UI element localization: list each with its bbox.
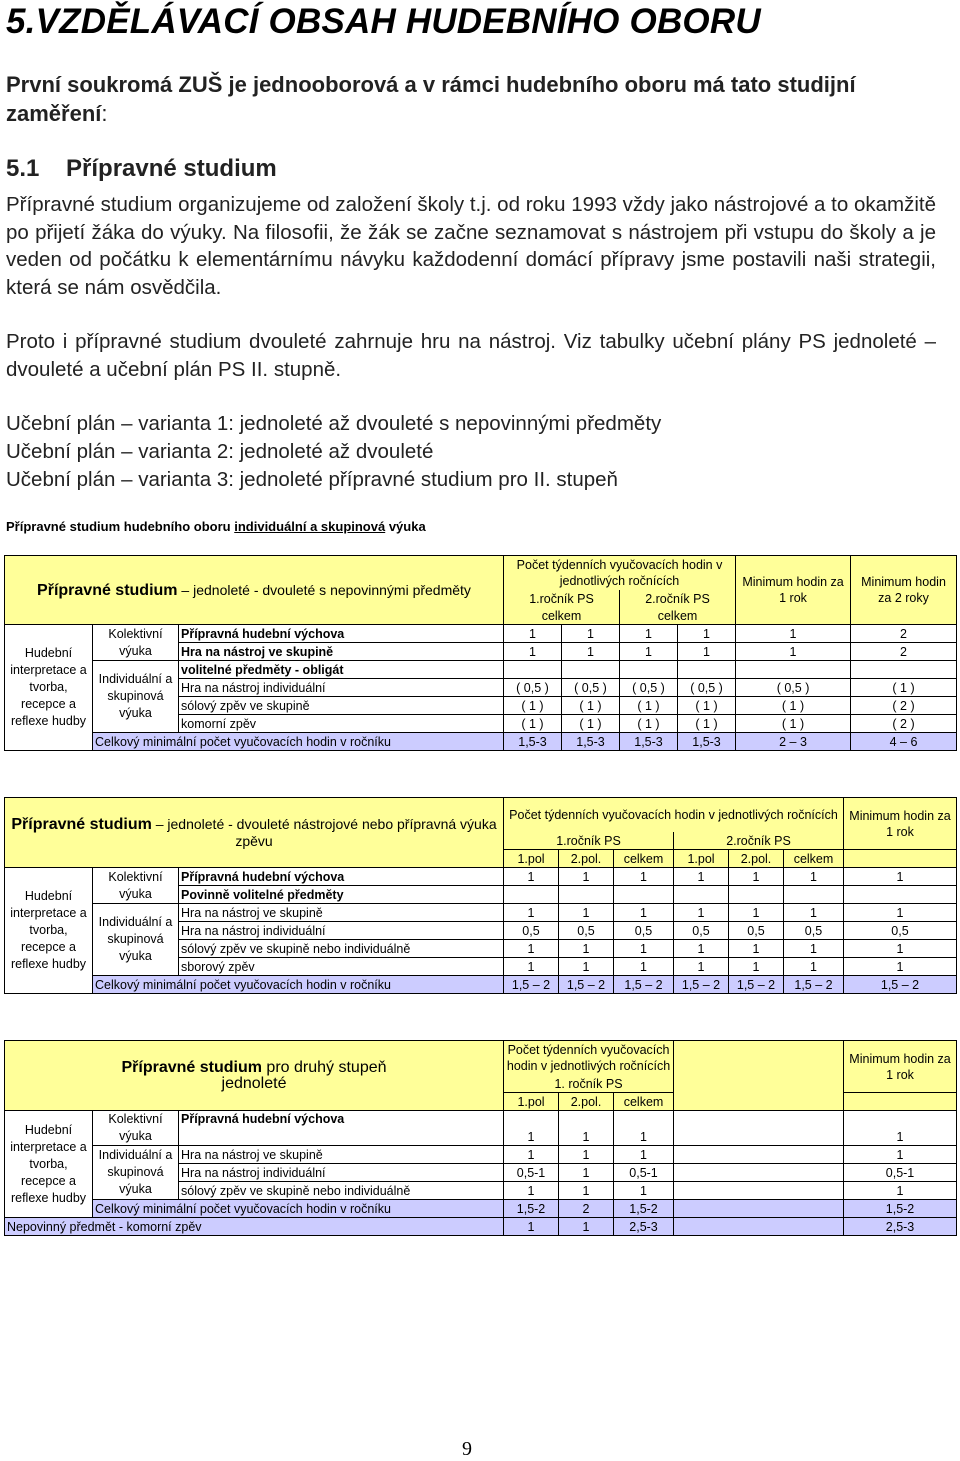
table-cell: 1 [504,1182,559,1200]
table-cell: ( 0,5 ) [562,679,620,697]
table-cell: 1 [559,1218,614,1236]
intro-colon: : [101,101,108,126]
table-cell: ( 2 ) [851,697,957,715]
table-3-sub-header: 1.pol [504,1093,559,1111]
table-cell: 2,5-3 [844,1218,957,1236]
table-cell: 0,5 [614,922,674,940]
page-heading: 5.VZDĚLÁVACÍ OBSAH HUDEBNÍHO OBORU [6,2,761,41]
table-3-min-header: Minimum hodin za 1 rok [844,1041,957,1093]
table-1-hours-header: Počet týdenních vyučovacích hodin v jednotlivých ročnících [504,556,736,591]
table-cell: 2 [851,643,957,661]
table-3-row-label: sólový zpěv ve skupině nebo individuálně [179,1182,504,1200]
table-3-group: Hudební interpretace a tvorba, recepce a reflexe hudby [5,1111,93,1218]
table-cell: 1 [562,625,620,643]
table-cell: ( 1 ) [851,679,957,697]
table-cell: 1 [504,625,562,643]
table-cell: 1 [504,1128,559,1146]
table-1-row-label: volitelné předměty - obligát [179,661,504,679]
table-cell: 2 [851,625,957,643]
study-plan-table-3 [4,1040,957,1236]
table-cell: 1 [674,940,729,958]
table-2-year2-header: 2.ročník PS [674,832,844,850]
table-cell: 1,5 – 2 [504,976,559,994]
table-cell: 1 [674,904,729,922]
table-cell: 1 [559,904,614,922]
table-cell: 1,5-2 [844,1200,957,1218]
table-cell: 1,5 – 2 [614,976,674,994]
table-cell: 0,5-1 [614,1164,674,1182]
table-2-individual: Individuální a skupinová výuka [93,904,179,976]
paragraph-2-text: Proto i přípravné studium dvouleté zahrnuje hru na nástroj. Viz tabulky učební plány PS jednoleté – dvouleté a učební plán PS II. stupně. [6,330,936,381]
table-cell: ( 0,5 ) [620,679,678,697]
table-1-group: Hudební interpretace a tvorba, recepce a reflexe hudby [5,625,93,751]
table-cell: 1,5-3 [678,733,736,751]
table-cell: ( 1 ) [736,697,851,715]
section-title: 5.1 Přípravné studium [6,155,277,182]
table-3-row-label: Hra na nástroj ve skupině [179,1146,504,1164]
table-1-year1-header: 1.ročník PS [504,590,620,607]
table-cell: ( 1 ) [620,697,678,715]
variant-2: Učební plán – varianta 2: jednoleté až dvouleté [6,440,434,463]
table-3-individual: Individuální a skupinová výuka [93,1146,179,1200]
table-2-row-label: Hra na nástroj ve skupině [179,904,504,922]
table-2-sub-header: 2.pol. [729,850,784,868]
table-cell: 1,5-3 [562,733,620,751]
table-cell: 1 [729,904,784,922]
table-cell: 1 [614,1128,674,1146]
table-cell: 1 [844,940,957,958]
table-cell: 1 [614,904,674,922]
table-cell: ( 1 ) [504,715,562,733]
table-cell: 1 [614,1182,674,1200]
table-cell: 1 [784,958,844,976]
table-2-sub-header: celkem [614,850,674,868]
table-cell: 1,5-2 [614,1200,674,1218]
table-1-total2-header: celkem [620,607,736,625]
caption-part-a: Přípravné studium hudebního oboru [6,519,235,534]
table-cell: 0,5 [784,922,844,940]
table-cell: ( 1 ) [620,715,678,733]
table-cell: 1 [614,958,674,976]
table-cell: ( 1 ) [678,697,736,715]
table-1-individual: Individuální a skupinová výuka [93,661,179,733]
table-cell: ( 1 ) [562,697,620,715]
table-cell: 1 [620,643,678,661]
table-cell: 1 [844,1182,957,1200]
table-cell: 1 [844,958,957,976]
table-cell: 1 [504,1146,559,1164]
table-1-min2-header: Minimum hodin za 2 roky [851,556,957,625]
table-cell: 0,5 [729,922,784,940]
table-2-collective: Kolektivní výuka [93,868,179,904]
table-cell: 1 [614,1146,674,1164]
table-2-row-label: Hra na nástroj individuální [179,922,504,940]
variant-1: Učební plán – varianta 1: jednoleté až dvouleté s nepovinnými předměty [6,412,662,435]
table-1-row-label: komorní zpěv [179,715,504,733]
table-1-total1-header: celkem [504,607,620,625]
table-2-row-label: Přípravná hudební výchova [179,868,504,886]
table-3-sub-header: celkem [614,1093,674,1111]
table-cell: 1 [559,1146,614,1164]
table-cell: ( 1 ) [504,697,562,715]
table-caption [6,519,426,534]
table-cell: ( 0,5 ) [736,679,851,697]
table-1-collective: Kolektivní výuka [93,625,179,661]
table-cell: 0,5 [504,922,559,940]
table-cell: 1 [674,868,729,886]
paragraph-1-text: Přípravné studium organizujeme od založení školy t.j. od roku 1993 vždy jako nástrojové a to okamžitě po přijetí žáka do výuky. Na filosofii, že žák se začne seznamovat s nástrojem při vstupu do školy a je veden od počátku k elementárnímu návyku každodenní domácí přípravy jsme postavili naši strategii, která se nám osvědčila. [6,193,936,299]
variant-3: Učební plán – varianta 3: jednoleté přípravné studium pro II. stupeň [6,468,618,491]
table-cell: 1 [504,940,559,958]
table-cell: 1 [844,904,957,922]
paragraph-2 [6,328,936,383]
table-cell: 1 [729,868,784,886]
table-cell: 0,5 [844,922,957,940]
table-cell: 1,5-3 [620,733,678,751]
table-cell: 1 [504,904,559,922]
table-2-row-label: sólový zpěv ve skupině nebo individuálně [179,940,504,958]
table-cell: 1 [678,625,736,643]
table-1-row-label: Hra na nástroj ve skupině [179,643,504,661]
table-cell: 1 [729,958,784,976]
table-cell: ( 0,5 ) [504,679,562,697]
table-2-row-label: Povinně volitelné předměty [179,886,504,904]
table-cell: ( 2 ) [851,715,957,733]
table-3-row-label: Přípravná hudební výchova [179,1111,504,1146]
table-2-sub-header: 1.pol [674,850,729,868]
table-cell: 1 [562,643,620,661]
table-cell: 1,5 – 2 [729,976,784,994]
table-cell: 1 [614,940,674,958]
table-cell: 1,5-3 [504,733,562,751]
table-cell: 1,5 – 2 [784,976,844,994]
table-2-year1-header: 1.ročník PS [504,832,674,850]
table-2-sub-header: celkem [784,850,844,868]
table-cell: ( 1 ) [678,715,736,733]
table-cell: 0,5-1 [844,1164,957,1182]
table-1-total-label: Celkový minimální počet vyučovacích hodin v ročníku [93,733,504,751]
table-2-min-header: Minimum hodin za 1 rok [844,798,957,850]
table-cell: 0,5 [674,922,729,940]
table-3-title: Přípravné studium pro druhý stupeň jednoleté [5,1041,504,1111]
table-cell: 1 [844,868,957,886]
table-cell: 1 [614,868,674,886]
table-2-total-label: Celkový minimální počet vyučovacích hodin v ročníku [93,976,504,994]
table-3-hours-header: Počet týdenních vyučovacích hodin v jednotlivých ročnících [504,1041,674,1076]
table-2-row-label: sborový zpěv [179,958,504,976]
table-cell: 1 [504,1218,559,1236]
table-cell: 1 [559,1164,614,1182]
table-cell: 1 [620,625,678,643]
table-2-group: Hudební interpretace a tvorba, recepce a reflexe hudby [5,868,93,994]
table-cell: 1 [559,940,614,958]
intro-text [6,70,946,128]
table-3-optional-label: Nepovinný předmět - komorní zpěv [5,1218,504,1236]
table-cell: 1 [504,868,559,886]
table-2-sub-header: 2.pol. [559,850,614,868]
table-cell: 1 [736,625,851,643]
table-2-title: Přípravné studium – jednoleté - dvouleté nástrojové nebo přípravná výuka zpěvu [5,798,504,868]
table-1-min1-header: Minimum hodin za 1 rok [736,556,851,625]
table-1-year2-header: 2.ročník PS [620,590,736,607]
table-cell: 1 [504,643,562,661]
table-1-row-label: Přípravná hudební výchova [179,625,504,643]
table-cell: 1 [559,868,614,886]
table-3-row-label: Hra na nástroj individuální [179,1164,504,1182]
table-cell: 1 [736,643,851,661]
table-cell: 1 [844,1128,957,1146]
table-1-title: Přípravné studium – jednoleté - dvouleté s nepovinnými předměty [5,556,504,625]
intro-bold: První soukromá ZUŠ je jednooborová a v rámci hudebního oboru má tato studijní zaměření [6,72,856,126]
table-3-year1-header: 1. ročník PS [504,1075,674,1093]
page-number: 9 [462,1438,472,1460]
table-1-row-label: sólový zpěv ve skupině [179,697,504,715]
table-cell: 1,5-2 [504,1200,559,1218]
table-cell: 0,5-1 [504,1164,559,1182]
table-cell: 2 – 3 [736,733,851,751]
table-3-total-label: Celkový minimální počet vyučovacích hodin v ročníku [93,1200,504,1218]
table-cell: 1 [674,958,729,976]
table-cell: 1,5 – 2 [844,976,957,994]
table-cell: 1 [784,940,844,958]
table-cell: 1 [559,1128,614,1146]
study-plan-table-1 [4,555,957,751]
table-cell: 0,5 [559,922,614,940]
table-cell: 1 [559,1182,614,1200]
table-cell: 1 [844,1146,957,1164]
table-cell: 4 – 6 [851,733,957,751]
table-cell: 1 [504,958,559,976]
caption-part-b: individuální a skupinová [234,519,386,534]
table-1-row-label: Hra na nástroj individuální [179,679,504,697]
study-plan-table-2 [4,797,957,994]
table-cell: 1 [784,868,844,886]
table-2-sub-header: 1.pol [504,850,559,868]
table-cell: ( 0,5 ) [678,679,736,697]
table-cell: 1,5 – 2 [559,976,614,994]
table-cell: ( 1 ) [736,715,851,733]
table-3-collective: Kolektivní výuka [93,1111,179,1146]
table-cell: ( 1 ) [562,715,620,733]
table-cell: 1,5 – 2 [674,976,729,994]
table-cell: 2 [559,1200,614,1218]
paragraph-1 [6,191,936,301]
table-cell: 2,5-3 [614,1218,674,1236]
table-3-sub-header: 2.pol. [559,1093,614,1111]
table-2-hours-header: Počet týdenních vyučovacích hodin v jednotlivých ročnících [504,798,844,833]
caption-part-c: výuka [385,519,426,534]
table-cell: 1 [678,643,736,661]
table-cell: 1 [784,904,844,922]
table-cell: 1 [559,958,614,976]
table-cell: 1 [729,940,784,958]
